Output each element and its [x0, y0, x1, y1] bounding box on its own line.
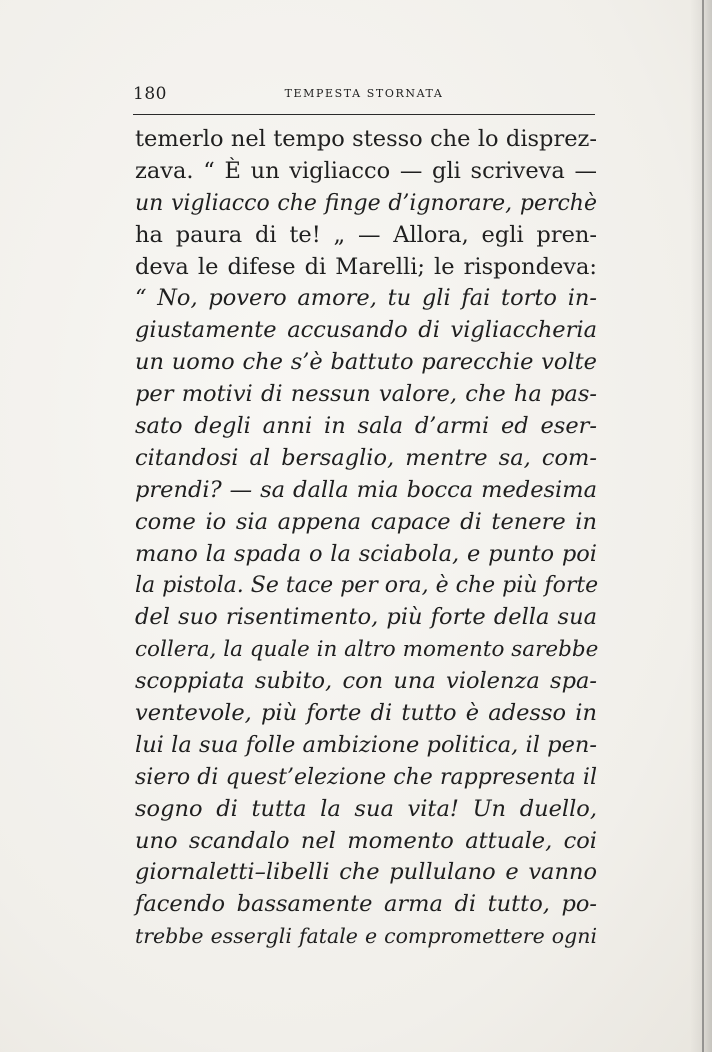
text-line: un uomo che s’è battuto parecchie volte — [135, 349, 597, 376]
running-title: TEMPESTA STORNATA — [284, 87, 444, 100]
header-rule — [133, 114, 595, 115]
text-line: citandosi al bersaglio, mentre sa, com- — [135, 444, 597, 471]
text-line: “ No, povero amore, tu gli fai torto in- — [135, 285, 597, 312]
text-line: siero di quest’elezione che rappresenta il — [135, 764, 597, 790]
text-line: temerlo nel tempo stesso che lo disprez- — [135, 126, 597, 152]
text-line: per motivi di nessun valore, che ha pas- — [135, 381, 597, 408]
page-number: 180 — [133, 84, 167, 104]
text-line: ventevole, più forte di tutto è adesso in — [135, 700, 597, 727]
text-line: facendo bassamente arma di tutto, po- — [135, 891, 597, 918]
text-line: lui la sua folle ambizione politica, il pen- — [135, 731, 597, 758]
text-line: giustamente accusando di vigliaccheria — [135, 317, 597, 344]
text-line: mano la spada o la sciabola, e punto poi — [135, 540, 597, 567]
text-line: giornaletti–libelli che pullulano e vanno — [135, 859, 597, 886]
text-line: sato degli anni in sala d’armi ed eser- — [135, 413, 597, 440]
text-line: sogno di tutta la sua vita! Un duello, — [135, 795, 597, 822]
text-line: trebbe essergli fatale e compromettere ogni — [135, 924, 597, 949]
text-line: collera, la quale in altro momento sarebbe — [135, 637, 599, 663]
text-line: deva le difese di Marelli; le rispondeva: — [135, 253, 597, 280]
text-line: del suo risentimento, più forte della sua — [135, 604, 597, 631]
page-header — [133, 84, 595, 112]
text-line: ha paura di te! „ — Allora, egli pren- — [135, 221, 597, 248]
text-line: uno scandalo nel momento attuale, coi — [135, 827, 597, 854]
text-line: la pistola. Se tace per ora, è che più forte — [135, 573, 599, 599]
text-line: come io sia appena capace di tenere in — [135, 508, 597, 535]
text-line: scoppiata subito, con una violenza spa- — [135, 668, 597, 695]
text-line: prendi? — sa dalla mia bocca medesima — [135, 476, 597, 503]
text-line: zava. “ È un vigliacco — gli scriveva — — [135, 157, 597, 184]
text-line: un vigliacco che finge d’ignorare, perchè — [135, 190, 597, 216]
page-edge-shadow — [690, 0, 712, 1052]
body-text — [135, 124, 597, 953]
